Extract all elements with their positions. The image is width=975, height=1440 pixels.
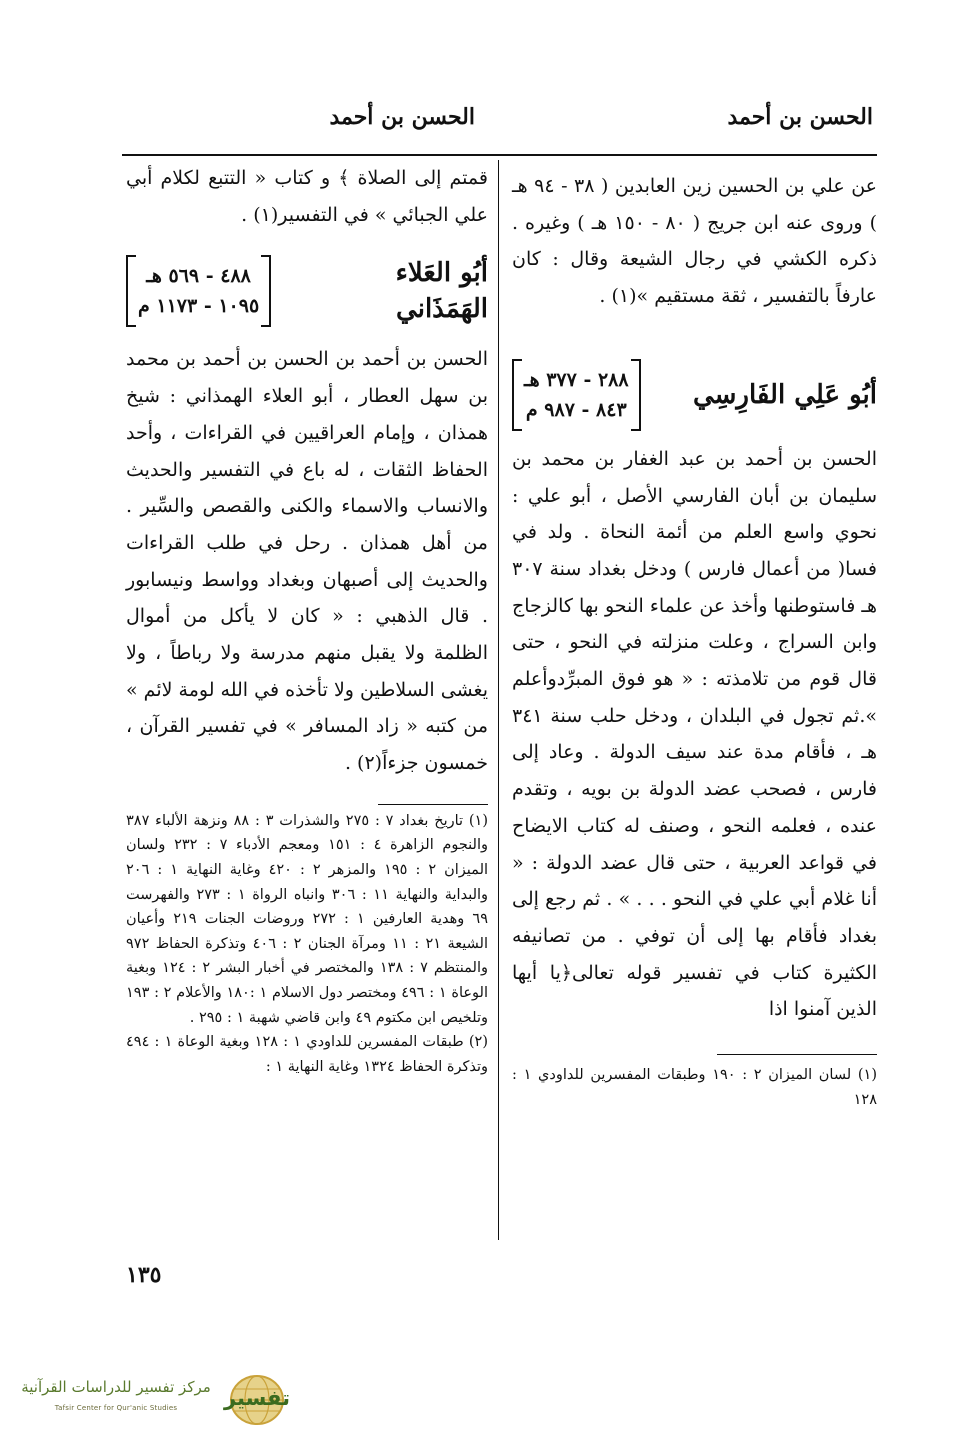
page-number: ١٣٥ (126, 1262, 162, 1288)
logo-word: تفسير (223, 1386, 290, 1410)
date-bracket-farisi (512, 359, 641, 431)
right-column (512, 168, 877, 1112)
continuation-paragraph: قمتم إلى الصلاة ﴾ و كتاب « التتبع لكلام أبي علي الجبائي » في التفسير(١) . (126, 167, 488, 226)
footnote-rule (378, 804, 488, 805)
header-rule (122, 154, 877, 156)
footnote: (١) تاريخ بغداد ٧ : ٢٧٥ والشذرات ٣ : ٨٨ ونزهة الألباء ٣٨٧ والنجوم الزاهرة ٤ : ١٥١ ومعجم الأدباء ٧ : ٢٣٢ ولسان الميزان ٢ : ١٩٥ والمزهر ٢ : ٤٢٠ وغاية النهاية ١ : ٢٠٦ والبداية والنهاية ١١ : ٣٠٦ وانباه الرواة ١ : ٢٧٣ والفهرست ٦٩ وهدية العارفين ١ : ٢٧٢ وروضات الجنات ٢١٩ وأعيان الشيعة ٢١ : ١١ ومرآة الجنان ٢ : ٤٠٦ وتذكرة الحفاظ ٩٧٢ والمنتظم ٧ : ١٣٨ والمختصر في أخبار البشر ٢ : ١٢٤ وبغية الوعاة ١ : ٤٩٦ ومختصر دول الاسلام ١ :١٨٠ والأعلام ٢ : ١٩٣ وتلخيص ابن مكتوم ٤٩ وابن قاضي شهبة ١ : ٢٩٥ . (126, 812, 489, 1026)
date-gregorian: ٨٤٣ - ٩٨٧ م (525, 398, 627, 421)
entry-name-farisi: أبُو عَلِي الفَارِسِي (692, 379, 877, 410)
column-divider (498, 160, 499, 1240)
logo-english-text: Tafsir Center for Qur'anic Studies (54, 1404, 178, 1412)
entry-name-hamadhani: أبُو العَلاء الهَمَذَاني (395, 258, 488, 325)
date-gregorian: ١٠٩٥ - ١١٧٣ م (138, 295, 260, 318)
footnotes-right (512, 1063, 877, 1112)
footnote: (١) لسان الميزان ٢ : ١٩٠ وطبقات المفسرين للداودي ١ : ١٢٨ (512, 1067, 877, 1108)
footnote: (٢) طبقات المفسرين للداودي ١ : ١٢٨ وبغية الوعاة ١ : ٤٩٤ وتذكرة الحفاظ ١٣٢٤ وغاية النهاية ١ : (126, 1034, 488, 1075)
entry-paragraph-farisi: الحسن بن أحمد بن عبد الغفار بن محمد بن سليمان بن أبان الفارسي الأصل ، أبو علي : نحوي واسع العلم من أئمة النحاة . ولد في فسا( من أعمال فارس ) ودخل بغداد سنة ٣٠٧ هـ فاستوطنها وأخذ عن علماء النحو بها كالزجاج وابن السراج ، وعلت منزلته في النحو ، حتى قال قوم من تلامذته : « هو فوق المبرِّدوأعلم ».ثم تجول في البلدان ، ودخل حلب سنة ٣٤١ هـ ، فأقام مدة عند سيف الدولة . وعاد إلى فارس ، فصحب عضد الدولة بن بويه ، وتقدم عنده ، فعلمه النحو ، وصنف له كتاب الايضاح في قواعد العربية ، حتى قال عضد الدولة : « أنا غلام أبي علي في النحو . . . » . ثم رجع إلى بغداد فأقام بها إلى أن توفي . من تصانيفه الكثيرة كتاب في تفسير قوله تعالى﴿يا أيها الذين آمنوا اذا (512, 447, 877, 1021)
footnote-rule (717, 1054, 877, 1055)
entry-heading-hamadhani (126, 255, 488, 327)
running-header-right: الحسن بن أحمد (727, 104, 873, 130)
footnotes-left (126, 809, 488, 1080)
intro-paragraph: عن علي بن الحسين زين العابدين ( ٣٨ - ٩٤ هـ ) وروى عنه ابن جريج ( ٨٠ - ١٥٠ هـ ) وغيره . ذكره الكشي في رجال الشيعة وقال : كان عارفاً بالتفسير ، ثقة مستقيم »(١) . (512, 175, 878, 308)
left-column (126, 160, 488, 1079)
publisher-logo (14, 1372, 294, 1428)
date-hijri: ٤٨٨ - ٥٦٩ هـ (146, 265, 251, 288)
entry-heading-farisi (512, 359, 877, 431)
date-bracket-hamadhani (126, 255, 271, 327)
date-hijri: ٢٨٨ - ٣٧٧ هـ (524, 368, 629, 391)
running-header-left: الحسن بن أحمد (329, 104, 475, 130)
logo-arabic-text: مركز تفسير للدراسات القرآنية (21, 1378, 211, 1396)
entry-paragraph-hamadhani: الحسن بن أحمد بن الحسن بن أحمد بن محمد بن سهل العطار ، أبو العلاء الهمذاني : شيخ همذان ، وإمام العراقيين في القراءات ، وأحد الحفاظ الثقات ، له باع في التفسير والحديث والانساب والاسماء والكنى والقصص والسِّير . من أهل همذان . رحل في طلب القراءات والحديث إلى أصبهان وبغداد وواسط ونيسابور . قال الذهبي : « كان لا يأكل من أموال الظلمة ولا يقبل منهم مدرسة ولا رباطاً ، ولا يغشى السلاطين ولا تأخذه في الله لومة لائم » من كتبه « زاد المسافر » في تفسير القرآن ، خمسون جزءاً(٢) . (126, 348, 488, 775)
